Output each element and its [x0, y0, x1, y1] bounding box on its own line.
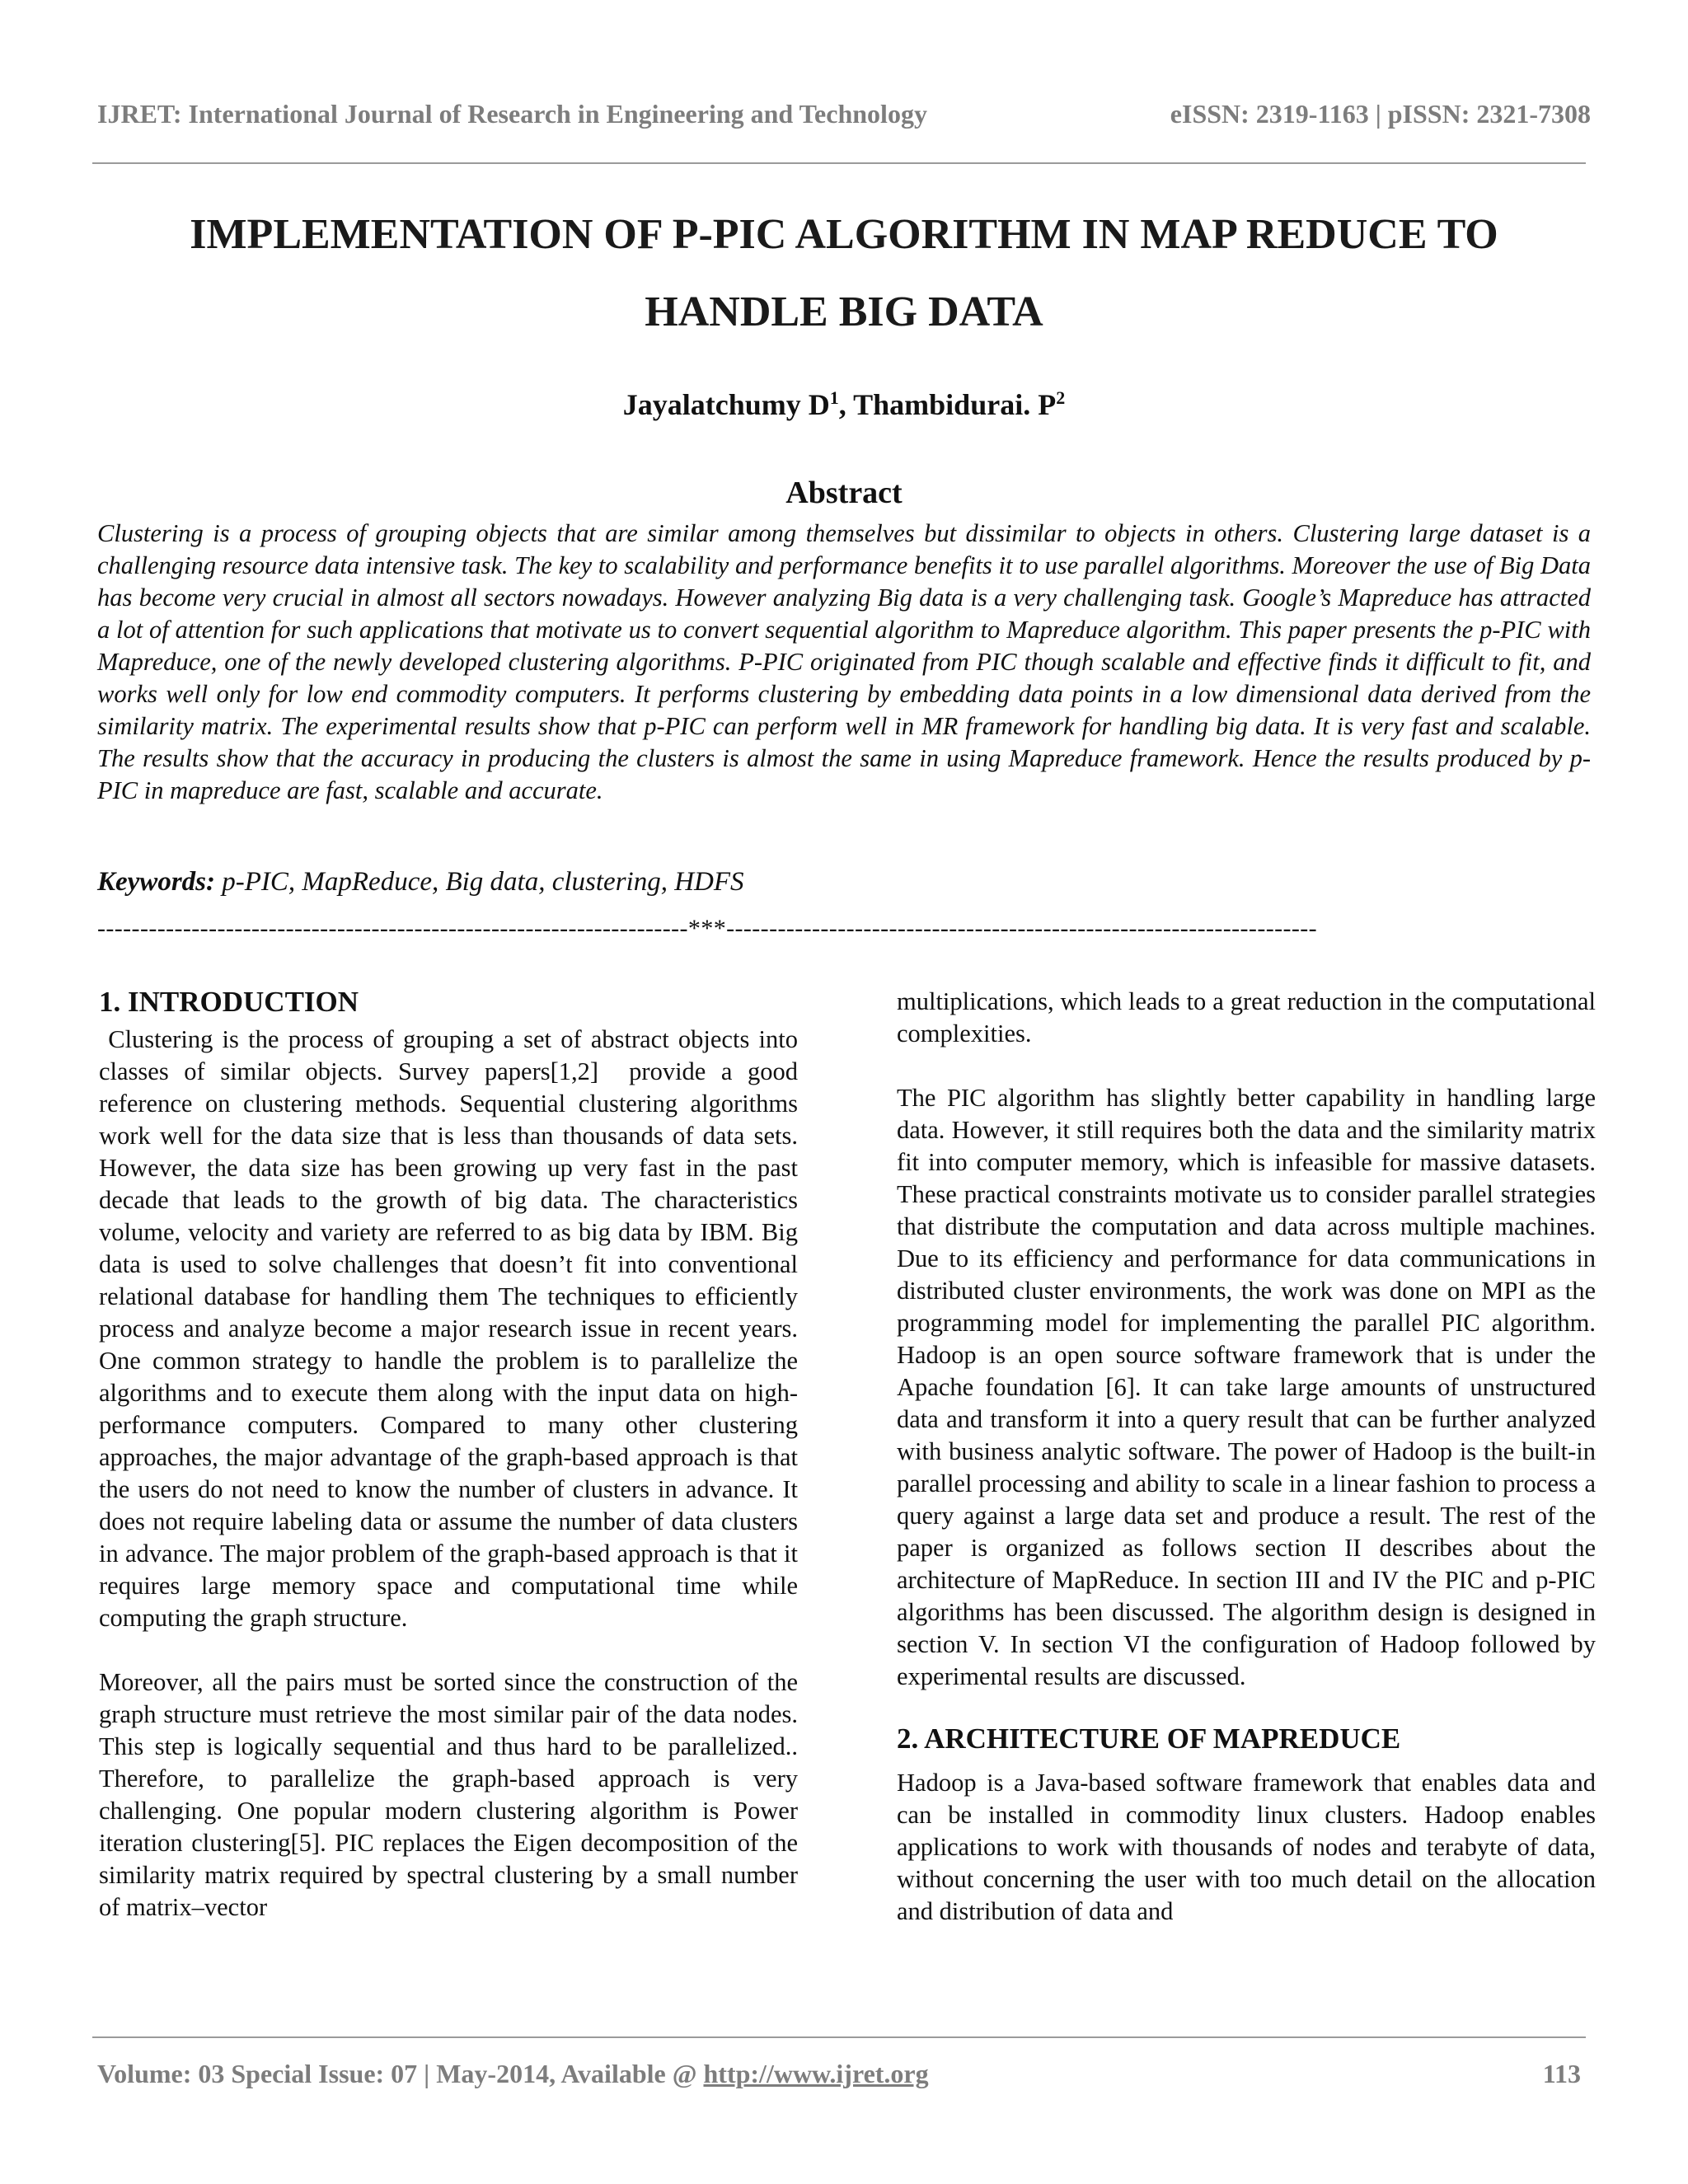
intro-paragraph-3: multiplications, which leads to a great reduction in the computational complexities.: [897, 987, 1596, 1047]
section-2-heading: 2. ARCHITECTURE OF MAPREDUCE: [897, 1722, 1401, 1755]
footer-volume-info: [97, 2059, 929, 2089]
title-line-2: HANDLE BIG DATA: [645, 288, 1043, 335]
architecture-paragraph-1: Hadoop is a Java-based software framework that enables data and can be installed in commodity linux clusters. Hadoop enables applications to work with thousands of nodes and terabyte of data, without concerning the user with too much detail on the allocation and distribution of data and: [897, 1769, 1596, 1925]
section-separator: ---------------------------------------------------------------------***---------------------------------------------------------------------: [97, 915, 1318, 942]
journal-name: IJRET: International Journal of Research in Engineering and Technology: [97, 99, 927, 129]
header-rule: [92, 162, 1586, 164]
running-header: [97, 99, 1591, 137]
page-number: 113: [1542, 2059, 1581, 2088]
intro-paragraph-1: Clustering is the process of grouping a set of abstract objects into classes of similar objects. Survey papers[1,2] provide a good reference on clustering methods. Sequential clustering algorithms work well for the data size that is less than thousands of data sets. However, the data size has been growing up very fast in the past decade that leads to the growth of big data. The characteristics volume, velocity and variety are referred to as big data by IBM. Big data is used to solve challenges that doesn’t fit into conventional relational database for handling them The techniques to efficiently process and analyze become a major research issue in recent years. One common strategy to handle the problem is to parallelize the algorithms and to execute them along with the input data on high-performance computers. Compared to many other clustering approaches, the major advantage of the graph-based approach is that the users do not need to know the number of clusters in advance. It does not require labeling data or assume the number of data clusters in advance. The major problem of the graph-based approach is that it requires large memory space and computational time while computing the graph structure.: [99, 1025, 804, 1632]
author-separator: ,: [838, 388, 854, 421]
author-2: Thambidurai. P: [853, 388, 1057, 421]
author-2-affiliation: 2: [1056, 387, 1066, 408]
author-1-affiliation: 1: [829, 387, 839, 408]
author-1: Jayalatchumy D: [622, 388, 830, 421]
title-line-1: IMPLEMENTATION OF P-PIC ALGORITHM IN MAP REDUCE TO: [190, 211, 1498, 258]
footer-text: Volume: 03 Special Issue: 07 | May-2014, Available @: [97, 2059, 704, 2088]
intro-paragraph-4: The PIC algorithm has slightly better capability in handling large data. However, it still requires both the data and the similarity matrix fit into computer memory, which is infeasible for massive datasets. These practical constraints motivate us to consider parallel strategies that distribute the computation and data across multiple machines. Due to its efficiency and performance for data communications in distributed cluster environments, the work was done on MPI as the programming model for implementing the parallel PIC algorithm. Hadoop is an open source software framework that is under the Apache foundation [6]. It can take large amounts of unstructured data and transform it into a query result that can be further analyzed with business analytic software. The power of Hadoop is the built-in parallel processing and ability to scale in a linear fashion to process a query against a large data set and produce a result. The rest of the paper is organized as follows section II describes about the architecture of MapReduce. In section III and IV the PIC and p-PIC algorithms has been discussed. The algorithm design is designed in section V. In section VI the configuration of Hadoop followed by experimental results are discussed.: [897, 1084, 1596, 1690]
issn: eISSN: 2319-1163 | pISSN: 2321-7308: [1170, 99, 1591, 129]
section-1-heading: 1. INTRODUCTION: [99, 986, 359, 1018]
keywords-text: p-PIC, MapReduce, Big data, clustering, HDFS: [215, 867, 744, 897]
intro-paragraph-2: Moreover, all the pairs must be sorted since the construction of the graph structure must retrieve the most similar pair of the data nodes. This step is logically sequential and thus hard to be parallelized.. Therefore, to parallelize the graph-based approach is very challenging. One popular modern clustering algorithm is Power iteration clustering[5]. PIC replaces the Eigen decomposition of the similarity matrix required by spectral clustering by a small number of matrix–vector: [99, 1668, 798, 1921]
keywords: [97, 867, 1591, 898]
running-footer: [97, 2059, 1591, 2097]
right-column: [897, 986, 1596, 1928]
left-column: [99, 986, 804, 1924]
authors: [97, 387, 1591, 422]
keywords-label: Keywords:: [97, 867, 215, 897]
abstract-text: Clustering is a process of grouping objects that are similar among themselves but dissimilar to objects in others. Clustering large dataset is a challenging resource data intensive task. The key to scalability and performance benefits it to use parallel algorithms. Moreover the use of Big Data has become very crucial in almost all sectors nowadays. However analyzing Big data is a very challenging task. Google’s Mapreduce has attracted a lot of attention for such applications that motivate us to convert sequential algorithm to Mapreduce algorithm. This paper presents the p-PIC with Mapreduce, one of the newly developed clustering algorithms. P-PIC originated from PIC though scalable and effective finds it difficult to fit, and works well only for low end commodity computers. It performs clustering by embedding data points in a low dimensional data derived from the similarity matrix. The experimental results show that p-PIC can perform well in MR framework for handling big data. It is very fast and scalable. The results show that the accuracy in producing the clusters is almost the same in using Mapreduce framework. Hence the results produced by p-PIC in mapreduce are fast, scalable and accurate.: [97, 519, 1591, 804]
footer-rule: [92, 2036, 1586, 2038]
paper-title: [97, 196, 1591, 351]
abstract-heading: Abstract: [785, 476, 903, 510]
journal-url-link[interactable]: http://www.ijret.org: [703, 2059, 929, 2088]
